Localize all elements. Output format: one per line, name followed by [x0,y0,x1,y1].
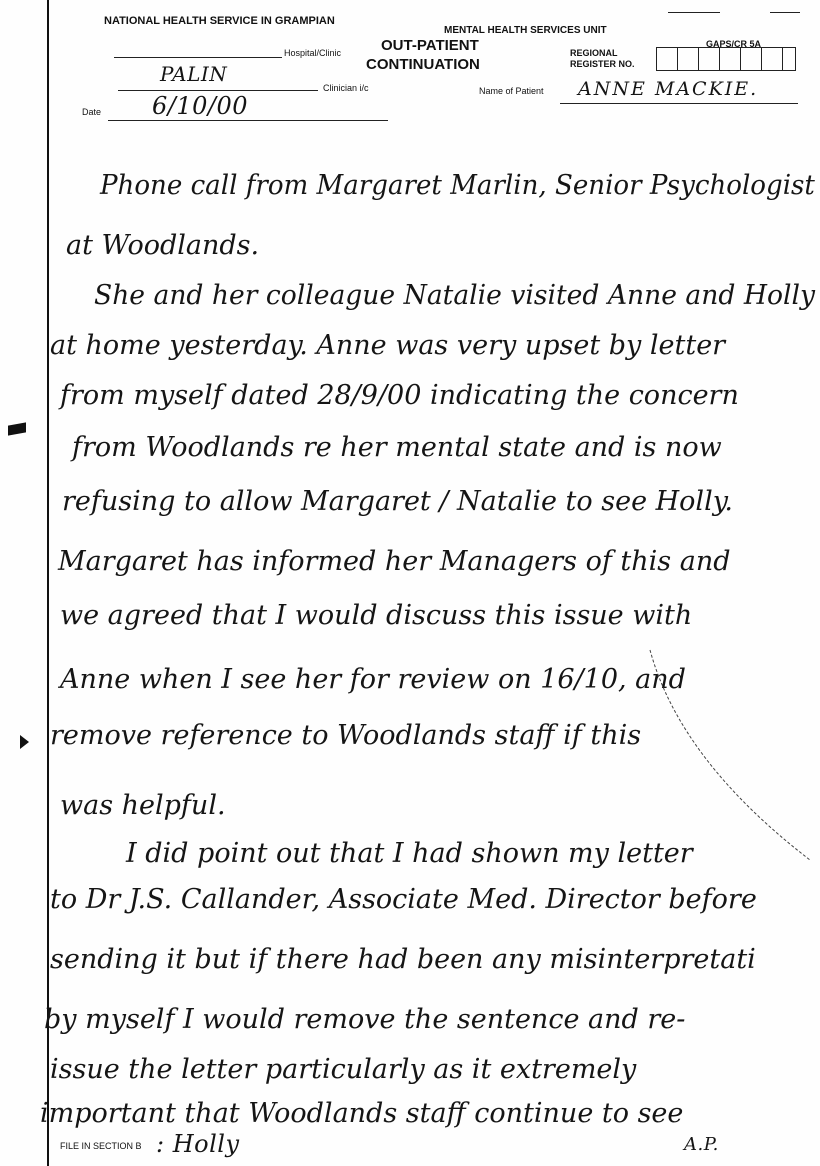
date-value: 6/10/00 [152,92,249,120]
note-line-16: by myself I would remove the sentence and re- [44,1004,686,1035]
clinician-line [118,90,318,91]
date-label: Date [82,107,102,117]
patient-name-value: ANNE MACKIE. [578,78,759,100]
margin-filing-mark-top [8,422,26,435]
hospital-clinic-label: Hospital/Clinic [284,48,342,58]
pencil-stroke-mark [640,640,820,870]
clinician-value: PALIN [160,62,228,86]
register-box-1 [656,47,678,71]
note-line-6: from Woodlands re her mental state and is now [72,432,722,463]
regional-label-2: REGISTER NO. [570,59,635,69]
patient-name-label: Name of Patient [479,86,544,96]
note-line-7: refusing to allow Margaret / Natalie to see Holly. [62,486,733,517]
note-line-12: was helpful. [60,790,226,821]
note-line-5: from myself dated 28/9/00 indicating the concern [60,380,739,411]
note-line-18: important that Woodlands staff continue to see [40,1098,684,1129]
register-box-5 [740,47,762,71]
note-line-10: Anne when I see her for review on 16/10, and [60,664,686,695]
hospital-line [114,57,282,58]
register-box-4 [719,47,741,71]
file-section-label: FILE IN SECTION B [60,1141,142,1151]
left-margin-rule [47,0,49,1166]
note-line-11: remove reference to Woodlands staff if this [50,720,642,751]
register-box-3 [698,47,720,71]
unit-heading: MENTAL HEALTH SERVICES UNIT [444,25,607,36]
top-right-dash [668,12,720,13]
note-line-14: to Dr J.S. Callander, Associate Med. Director before [50,884,757,915]
register-box-2 [677,47,699,71]
regional-label-1: REGIONAL [570,48,618,58]
note-line-4: at home yesterday. Anne was very upset by letter [50,330,726,361]
note-line-13: I did point out that I had shown my letter [126,838,693,869]
form-title-line-1: OUT-PATIENT [381,37,479,54]
clinician-label: Clinician i/c [323,83,369,93]
nhs-heading: NATIONAL HEALTH SERVICE IN GRAMPIAN [104,15,335,27]
date-line [108,120,388,121]
margin-pointer-icon [20,735,30,749]
note-line-8: Margaret has informed her Managers of this and [58,546,731,577]
note-line-2: at Woodlands. [66,230,260,261]
note-line-1: Phone call from Margaret Marlin, Senior Psychologist [100,170,815,201]
form-title-line-2: CONTINUATION [366,56,480,73]
note-line-17: issue the letter particularly as it extremely [50,1054,637,1085]
top-right-dash-2 [770,12,800,13]
note-line-3: She and her colleague Natalie visited Anne and Holly [94,280,815,311]
note-line-9: we agreed that I would discuss this issue with [60,600,693,631]
patient-line [560,103,798,104]
register-box-6 [761,47,783,71]
form-code: GAPS/CR 5A [706,39,762,49]
clinician-initials: A.P. [684,1134,719,1155]
final-line-fragment: : Holly [156,1130,240,1158]
note-line-15: sending it but if there had been any misinterpretati [50,944,756,975]
register-box-7 [782,47,796,71]
